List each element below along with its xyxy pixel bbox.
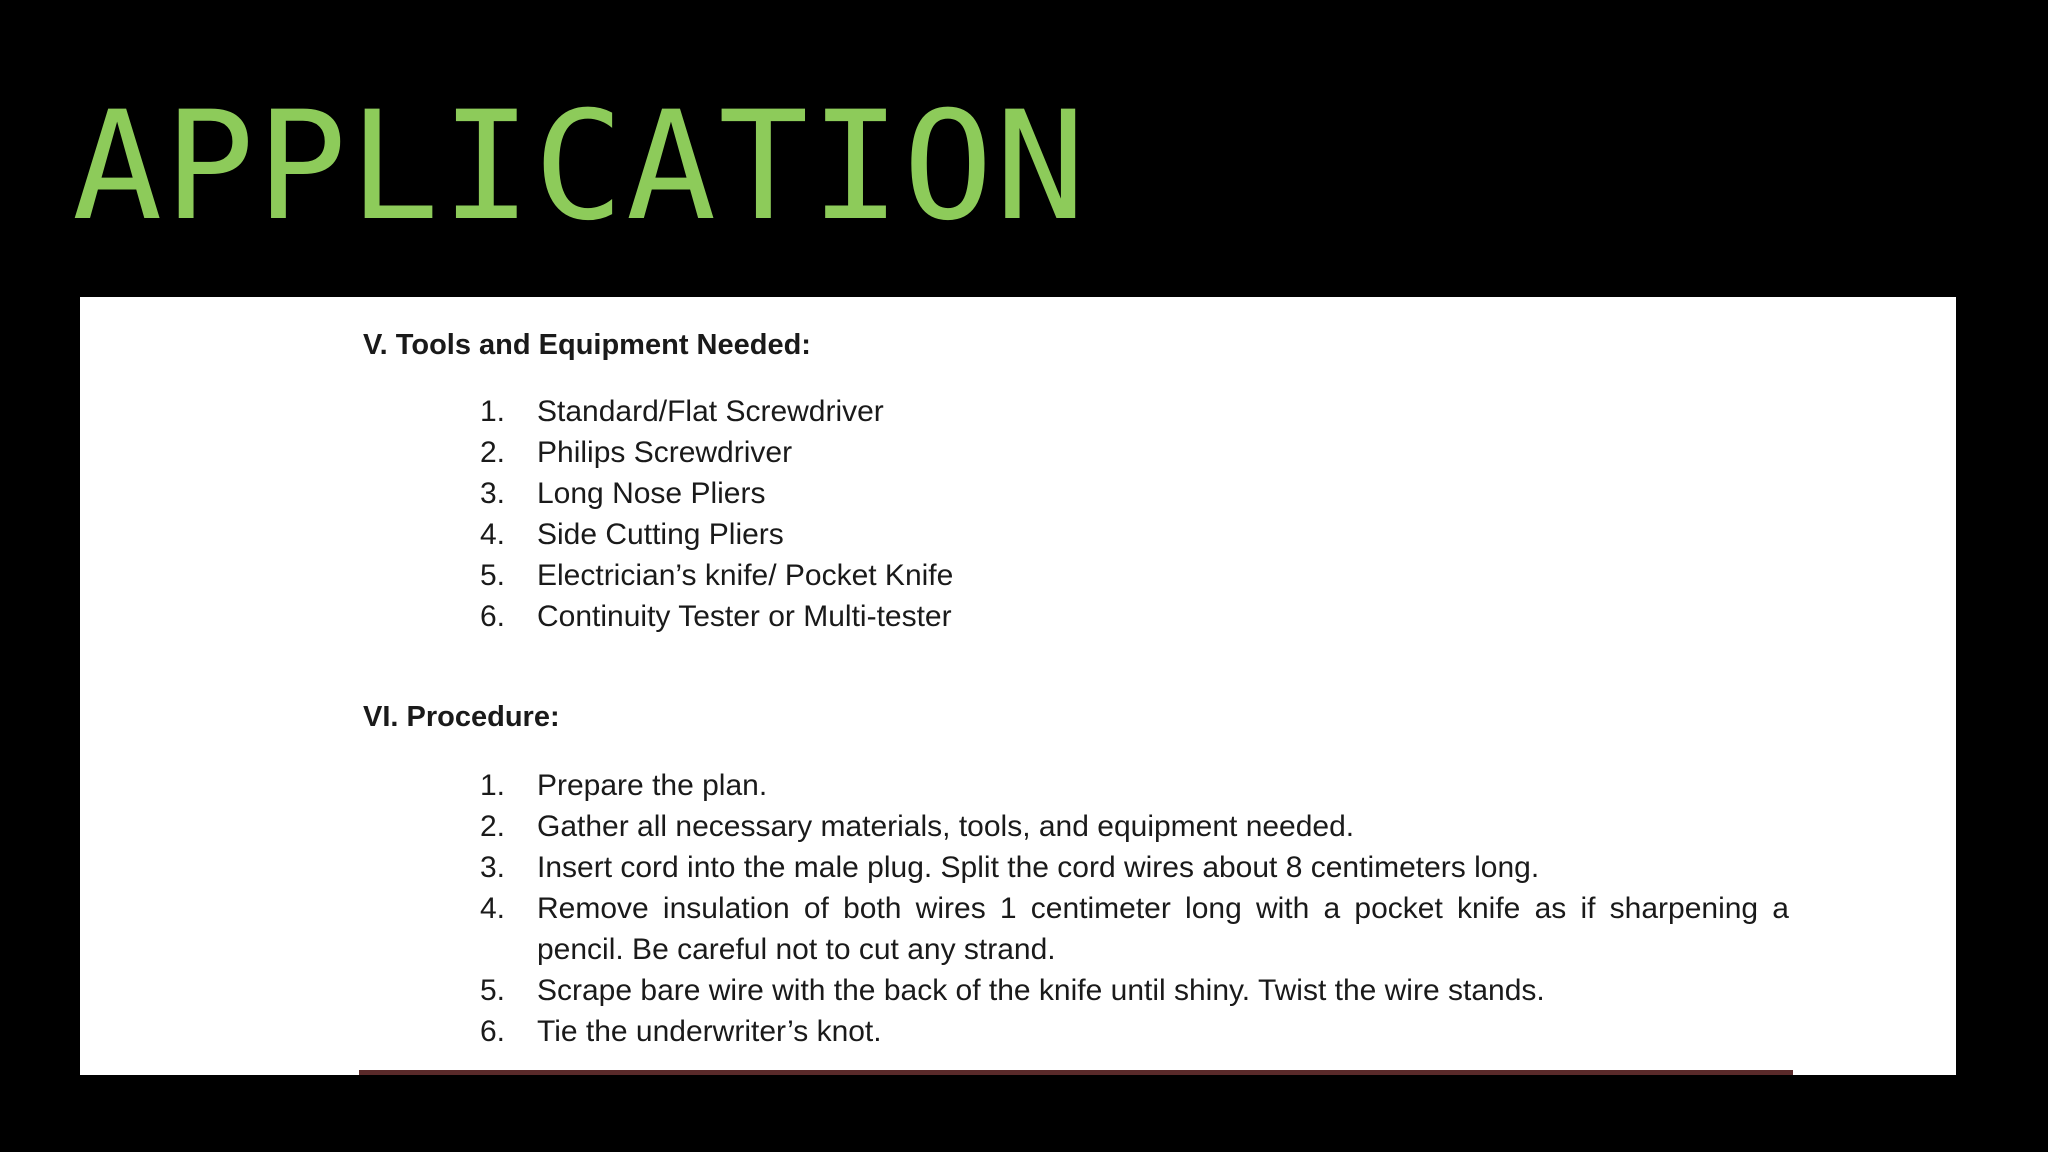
procedure-heading: VI. Procedure: <box>363 701 560 733</box>
list-item <box>363 970 1869 1011</box>
list-text: Philips Screwdriver <box>537 436 793 469</box>
list-number: 2. <box>480 810 506 843</box>
list-number: 1. <box>480 395 506 428</box>
list-text: Insert cord into the male plug. Split the cord wires about 8 centimeters long. <box>537 851 1540 884</box>
list-item <box>363 806 1869 847</box>
list-number: 6. <box>480 1015 506 1048</box>
list-text: Electrician’s knife/ Pocket Knife <box>537 559 954 592</box>
document-content <box>363 327 1869 1052</box>
list-text: Gather all necessary materials, tools, and equipment needed. <box>537 810 1355 843</box>
list-item <box>363 765 1869 806</box>
list-number: 3. <box>480 477 506 510</box>
list-text: Continuity Tester or Multi-tester <box>537 600 952 633</box>
list-text: Standard/Flat Screwdriver <box>537 395 884 428</box>
list-item <box>363 847 1869 888</box>
list-number: 2. <box>480 436 506 469</box>
list-number: 4. <box>480 518 506 551</box>
list-item <box>363 555 1869 596</box>
slide-title: APPLICATION <box>72 80 1088 254</box>
list-text: Side Cutting Pliers <box>537 518 784 551</box>
list-number: 5. <box>480 559 506 592</box>
tools-list <box>363 391 1869 637</box>
list-number: 3. <box>480 851 506 884</box>
document-image <box>80 297 1956 1075</box>
list-number: 5. <box>480 974 506 1007</box>
procedure-list <box>363 765 1869 1052</box>
bottom-rule <box>359 1070 1793 1075</box>
list-number: 1. <box>480 769 506 802</box>
list-item <box>363 1011 1869 1052</box>
list-item <box>363 888 1869 970</box>
list-item <box>363 514 1869 555</box>
tools-heading: V. Tools and Equipment Needed: <box>363 329 811 361</box>
list-text: Remove insulation of both wires 1 centimeter long with a pocket knife as if sharpening a pencil. Be careful not to cut any strand. <box>537 892 1789 966</box>
list-text: Scrape bare wire with the back of the knife until shiny. Twist the wire stands. <box>537 974 1545 1007</box>
list-number: 6. <box>480 600 506 633</box>
list-text: Tie the underwriter’s knot. <box>537 1015 882 1048</box>
list-item <box>363 596 1869 637</box>
list-text: Prepare the plan. <box>537 769 768 802</box>
list-item <box>363 473 1869 514</box>
list-number: 4. <box>480 892 506 925</box>
list-item <box>363 391 1869 432</box>
list-text: Long Nose Pliers <box>537 477 766 510</box>
list-item <box>363 432 1869 473</box>
